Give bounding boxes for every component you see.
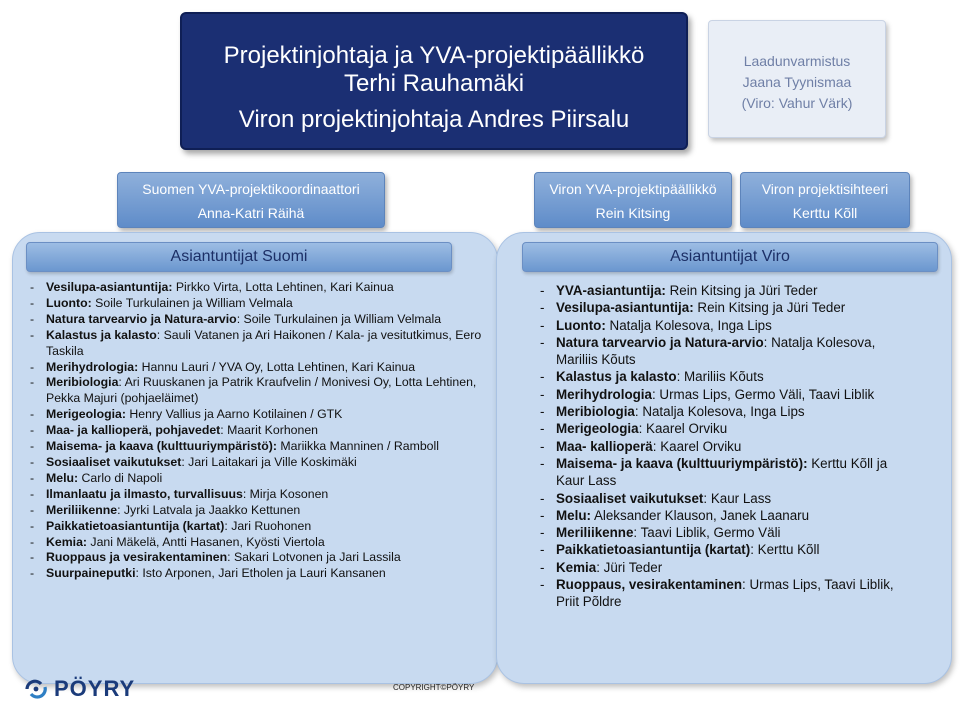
poyry-logo-icon [24, 678, 50, 700]
expert-item [30, 455, 500, 471]
expert-role: Meribiologia [556, 404, 635, 420]
expert-item [30, 503, 500, 519]
project-lead-box [180, 12, 688, 150]
experts-finland-list [30, 280, 500, 582]
expert-item [540, 386, 910, 403]
expert-item [30, 407, 500, 423]
expert-role: Merihydrologia [556, 386, 652, 402]
expert-role: Melu: [556, 507, 591, 523]
expert-item [540, 541, 910, 558]
expert-names: : Sakari Lotvonen ja Jari Lassila [227, 550, 401, 565]
expert-item [540, 420, 910, 437]
expert-item [540, 455, 910, 490]
project-lead-name: Terhi Rauhamäki [343, 70, 525, 97]
expert-item [30, 550, 500, 566]
experts-estonia-list [540, 282, 910, 611]
estonia-project-lead: Viron projektinjohtaja Andres Piirsalu [238, 106, 630, 133]
expert-role: Maisema- ja kaava (kulttuuriympäristö): [46, 439, 277, 454]
expert-names: : Sauli Vatanen ja Ari Haikonen / Kala- ja vesitutkimus, Eero Taskila [46, 327, 482, 358]
expert-item [540, 368, 910, 385]
quality-name: Jaana Tyynismaa [742, 74, 852, 90]
expert-role: Melu: [46, 470, 79, 485]
experts-finland-title: Asiantuntijat Suomi [26, 242, 452, 272]
expert-item [30, 519, 500, 535]
expert-names: : Urmas Lips, Germo Väli, Taavi Liblik [651, 386, 875, 402]
coordinator-name: Rein Kitsing [595, 205, 671, 221]
quality-sub: (Viro: Vahur Värk) [741, 95, 853, 111]
expert-names: : Kaarel Orviku [652, 438, 742, 454]
poyry-logo [24, 678, 164, 700]
expert-names: : Jyrki Latvala ja Jaakko Kettunen [117, 502, 301, 517]
coordinator-title: Viron YVA-projektipäällikkö [549, 181, 717, 197]
expert-names: Carlo di Napoli [78, 470, 163, 485]
expert-names: Soile Turkulainen ja William Velmala [91, 295, 293, 310]
expert-names: Natalja Kolesova, Inga Lips [605, 317, 772, 333]
coordinator-title: Viron projektisihteeri [761, 181, 889, 197]
expert-item [540, 438, 910, 455]
expert-item [540, 403, 910, 420]
expert-role: Merigeologia: [46, 407, 126, 422]
expert-role: Suurpaineputki [46, 566, 136, 581]
coordinator-title: Suomen YVA-projektikoordinaattori [142, 181, 360, 197]
expert-item [540, 334, 910, 369]
expert-item [540, 282, 910, 299]
expert-item [30, 328, 500, 360]
expert-item [540, 559, 910, 576]
expert-role: Meriliikenne [556, 525, 634, 541]
expert-item [30, 280, 500, 296]
expert-role: Paikkatietoasiantuntija (kartat) [556, 542, 751, 558]
expert-role: Maa- ja kallioperä, pohjavedet [46, 423, 221, 438]
expert-names: Hannu Lauri / YVA Oy, Lotta Lehtinen, Kari Kainua [138, 359, 416, 374]
copyright-text: COPYRIGHT©PÖYRY [393, 683, 475, 692]
coordinator-name: Kerttu Kõll [792, 205, 858, 221]
estonia-secretary-box [740, 172, 910, 228]
expert-role: Natura tarvearvio ja Natura-arvio [46, 311, 237, 326]
expert-item [540, 507, 910, 524]
quality-assurance-box [708, 20, 886, 138]
expert-item [30, 296, 500, 312]
expert-role: Kalastus ja kalasto [46, 327, 157, 342]
expert-role: Ruoppaus ja vesirakentaminen [46, 550, 228, 565]
expert-names: : Jari Ruohonen [224, 518, 312, 533]
expert-role: Luonto: [556, 317, 606, 333]
expert-names: : Ari Ruuskanen ja Patrik Kraufvelin / Monivesi Oy, Lotta Lehtinen, Pekka Majuri (pohjaeläimet) [46, 375, 477, 406]
expert-names: Kerttu Kõll ja Kaur Lass [556, 455, 888, 489]
expert-role: Meriliikenne [46, 502, 118, 517]
expert-role: Sosiaaliset vaikutukset [556, 490, 704, 506]
poyry-logo-text: PÖYRY [54, 676, 136, 701]
expert-item [540, 299, 910, 316]
expert-item [30, 360, 500, 376]
expert-item [30, 471, 500, 487]
expert-item [540, 524, 910, 541]
expert-names: : Isto Arponen, Jari Etholen ja Lauri Kansanen [135, 566, 386, 581]
expert-names: : Kaur Lass [703, 490, 772, 506]
expert-role: Merigeologia [556, 421, 639, 437]
expert-names: Jani Mäkelä, Antti Hasanen, Kyösti Viertola [87, 534, 325, 549]
expert-names: : Natalja Kolesova, Inga Lips [634, 404, 805, 420]
expert-item [30, 423, 500, 439]
expert-names: : Mirja Kosonen [242, 486, 329, 501]
expert-item [30, 375, 500, 407]
expert-names: : Jüri Teder [596, 559, 663, 575]
expert-role: Merihydrologia: [46, 359, 139, 374]
estonia-manager-box [534, 172, 732, 228]
expert-names: Mariikka Manninen / Ramboll [276, 439, 439, 454]
expert-item [30, 312, 500, 328]
expert-names: : Natalja Kolesova, Mariliis Kõuts [556, 334, 876, 368]
expert-names: : Mariliis Kõuts [676, 369, 764, 385]
expert-item [30, 439, 500, 455]
expert-role: Ilmanlaatu ja ilmasto, turvallisuus [46, 486, 243, 501]
expert-role: Kalastus ja kalasto [556, 369, 677, 385]
expert-names: Rein Kitsing ja Jüri Teder [693, 300, 846, 316]
expert-item [540, 317, 910, 334]
expert-role: Ruoppaus, vesirakentaminen [556, 577, 743, 593]
expert-role: Paikkatietoasiantuntija (kartat) [46, 518, 225, 533]
expert-names: Aleksander Klauson, Janek Laanaru [590, 507, 810, 523]
expert-names: : Kerttu Kõll [750, 542, 820, 558]
expert-role: Vesilupa-asiantuntija: [556, 300, 694, 316]
expert-names: : Jari Laitakari ja Ville Koskimäki [181, 454, 357, 469]
expert-item [30, 487, 500, 503]
expert-names: Pirkko Virta, Lotta Lehtinen, Kari Kainua [172, 280, 394, 294]
expert-role: Maisema- ja kaava (kulttuuriympäristö): [556, 455, 808, 471]
coordinator-name: Anna-Katri Räihä [197, 205, 305, 221]
expert-role: Natura tarvearvio ja Natura-arvio [556, 334, 764, 350]
expert-role: Sosiaaliset vaikutukset [46, 454, 182, 469]
expert-role: Kemia [556, 559, 597, 575]
expert-role: Meribiologia [46, 375, 119, 390]
expert-item [540, 490, 910, 507]
project-lead-title: Projektinjohtaja ja YVA-projektipäällikkö [223, 42, 645, 69]
expert-item [30, 535, 500, 551]
expert-names: Henry Vallius ja Aarno Kotilainen / GTK [125, 407, 343, 422]
expert-names: : Urmas Lips, Taavi Liblik, Priit Põldre [556, 577, 894, 610]
expert-item [540, 576, 910, 611]
expert-role: YVA-asiantuntija: [556, 283, 666, 298]
expert-names: : Taavi Liblik, Germo Väli [633, 525, 781, 541]
experts-estonia-title: Asiantuntijat Viro [522, 242, 938, 272]
expert-role: Luonto: [46, 295, 92, 310]
expert-names: : Maarit Korhonen [220, 423, 319, 438]
finland-coordinator-box [117, 172, 385, 228]
quality-title: Laadunvarmistus [743, 53, 851, 69]
expert-role: Kemia: [46, 534, 88, 549]
expert-names: : Kaarel Orviku [638, 421, 728, 437]
expert-role: Vesilupa-asiantuntija: [46, 280, 173, 294]
expert-role: Maa- kallioperä [556, 438, 653, 454]
expert-names: Rein Kitsing ja Jüri Teder [665, 283, 818, 298]
expert-names: : Soile Turkulainen ja William Velmala [236, 311, 442, 326]
expert-item [30, 566, 500, 582]
